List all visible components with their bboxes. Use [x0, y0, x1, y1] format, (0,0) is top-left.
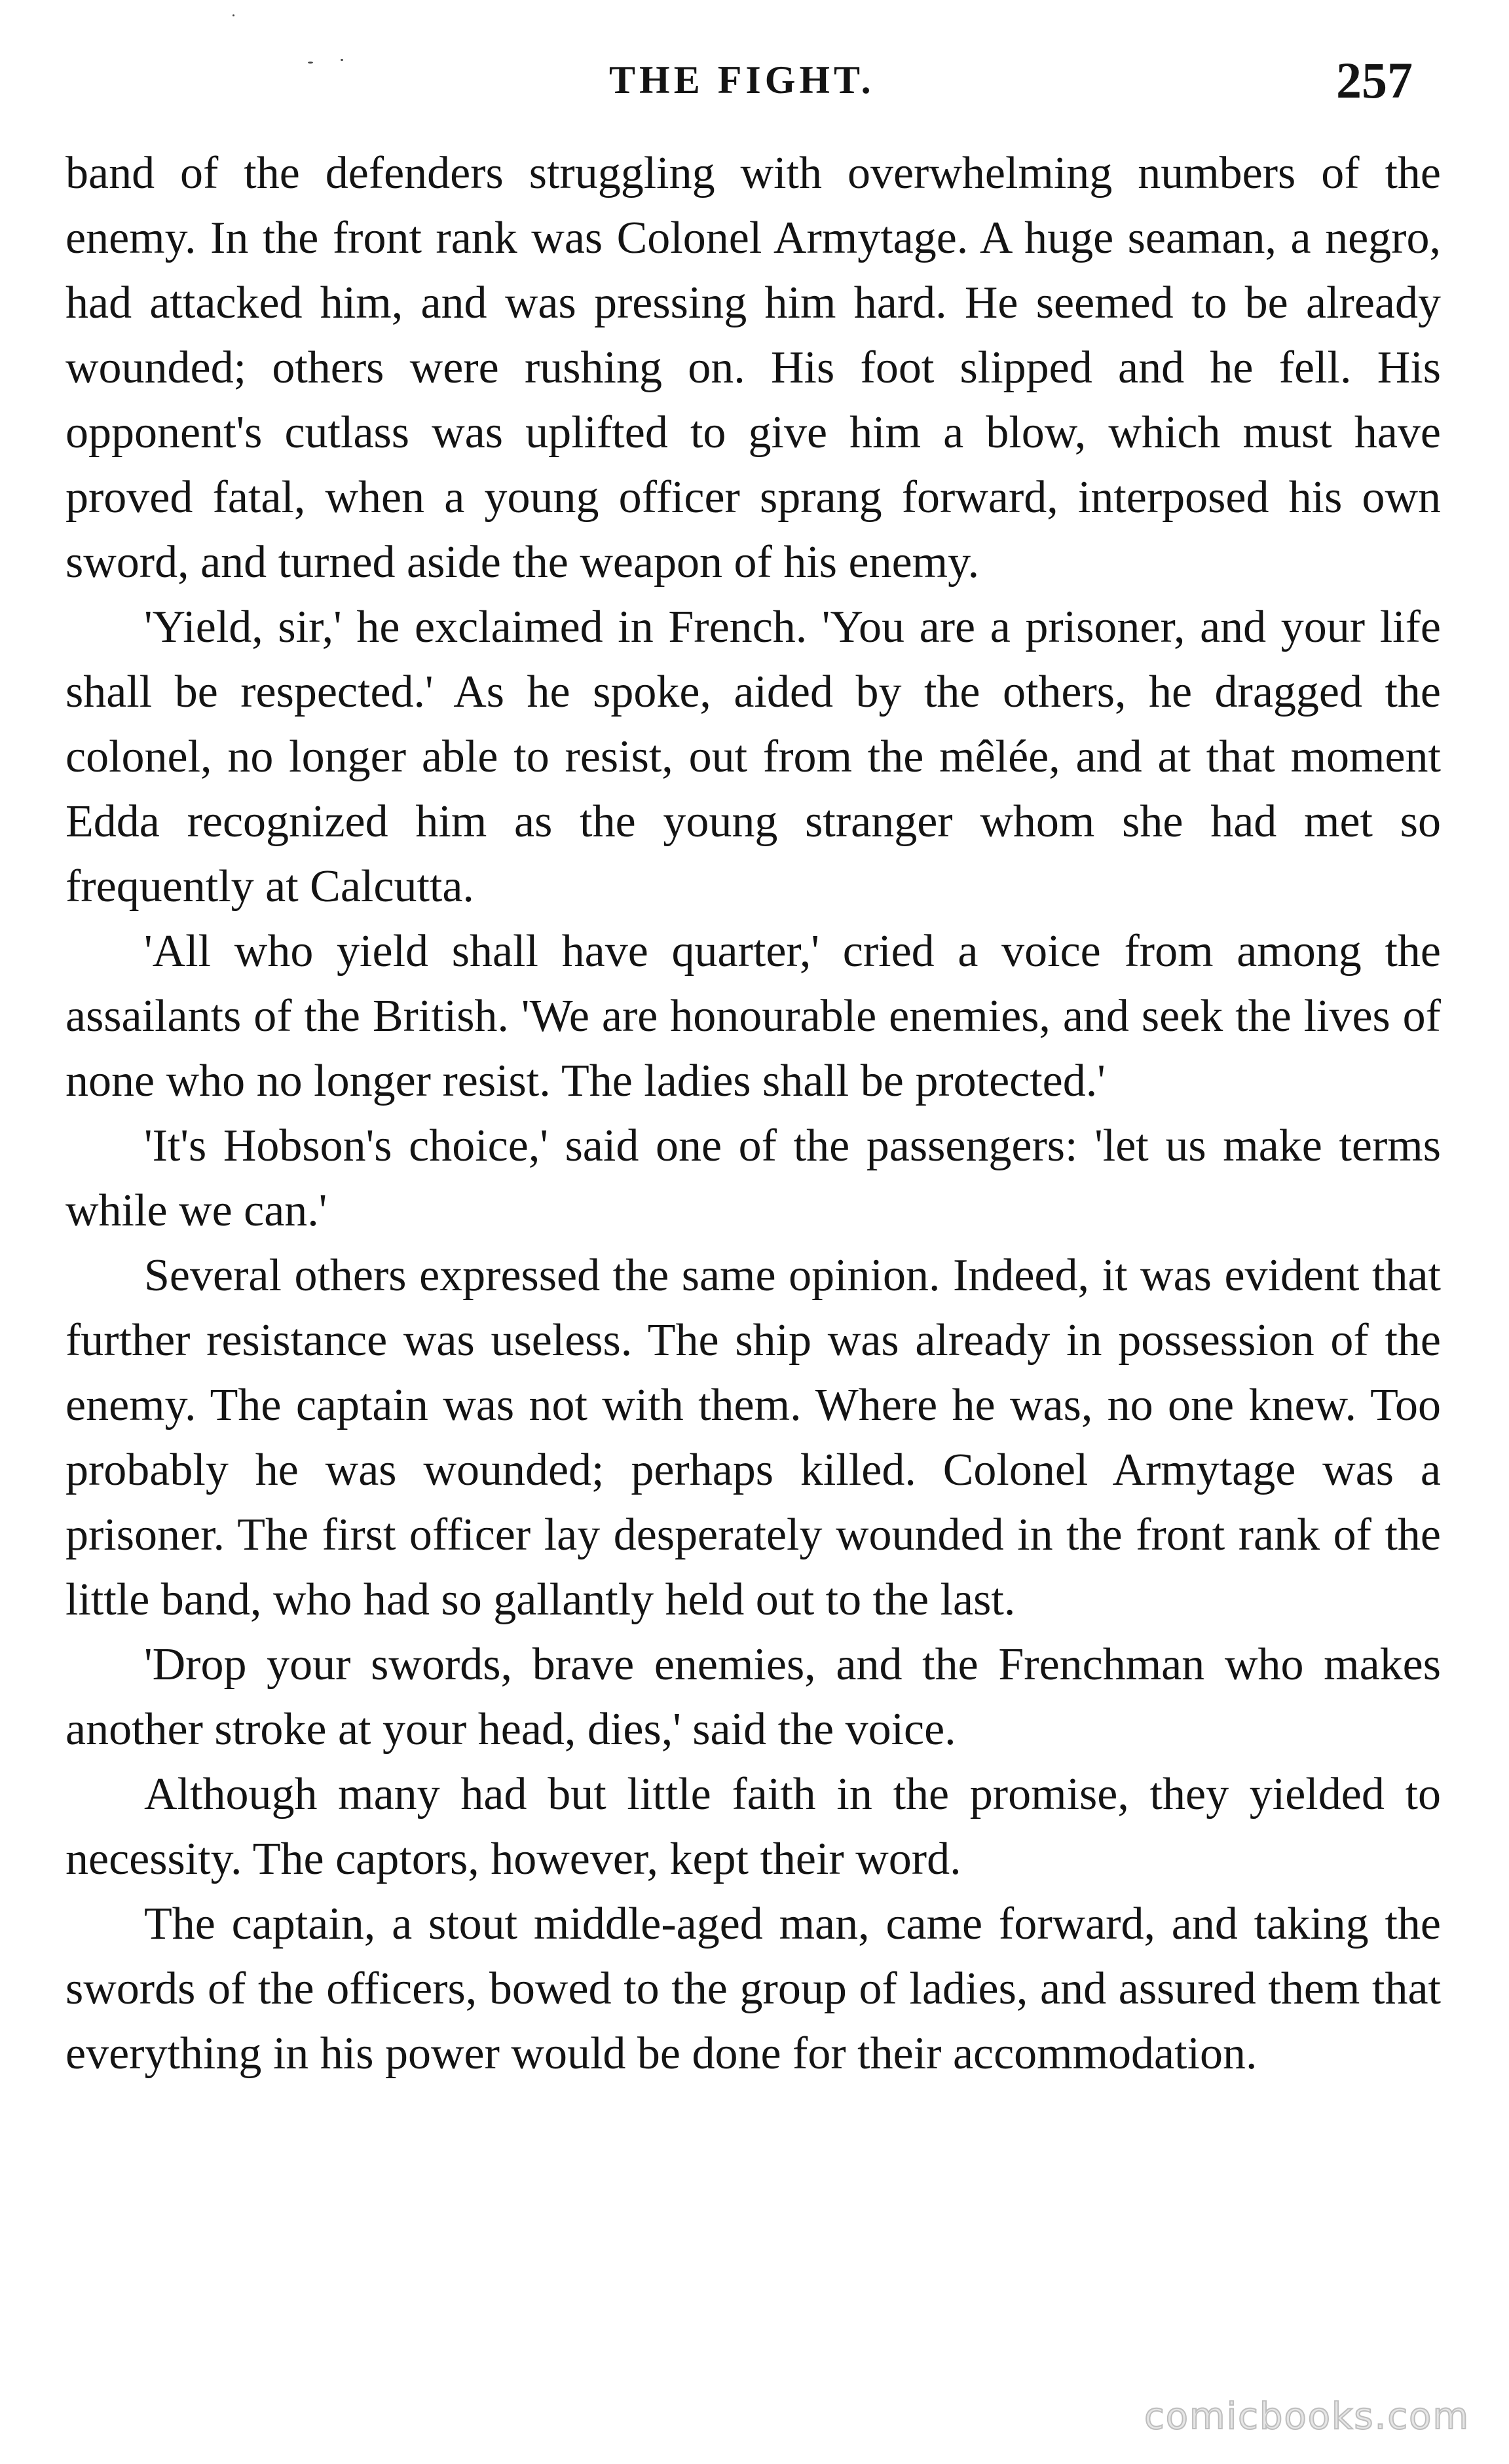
page-number: 257 [1336, 52, 1413, 109]
watermark: comicbooks.com [1144, 2395, 1470, 2438]
paragraph: Several others expressed the same opinion. Indeed, it was evident that further resistance was useless. The ship was already in possession of the enemy. The captain was not with them. Where he was, no one knew. Too probably he was wounded; perhaps killed. Colonel Armytage was a prisoner. The first officer lay desperately wounded in the front rank of the little band, who had so gallantly held out to the last. [65, 1250, 1441, 1625]
paragraph: 'It's Hobson's choice,' said one of the passengers: 'let us make terms while we can.' [65, 1121, 1441, 1236]
paragraph: The captain, a stout middle-aged man, came forward, and taking the swords of the officers, bowed to the group of ladies, and assured them that everything in his power would be done for their accommodation. [65, 1899, 1441, 2079]
paragraph: 'Drop your swords, brave enemies, and the Frenchman who makes another stroke at your head, dies,' said the voice. [65, 1639, 1441, 1755]
running-title: THE FIGHT. [609, 58, 875, 102]
paragraph: band of the defenders struggling with overwhelming numbers of the enemy. In the front rank was Colonel Armytage. A huge seaman, a negro, had attacked him, and was pressing him hard. He seemed to be already wounded; others were rushing on. His foot slipped and he fell. His opponent's cutlass was uplifted to give him a blow, which must have proved fatal, when a young officer sprang forward, interposed his own sword, and turned aside the weapon of his enemy. [65, 148, 1441, 588]
paragraph: 'All who yield shall have quarter,' cried a voice from among the assailants of the British. 'We are honourable enemies, and seek the lives of none who no longer resist. The ladies shall be protected.' [65, 926, 1441, 1106]
running-header [0, 51, 1509, 123]
ink-speck [233, 14, 234, 16]
paragraph: Although many had but little faith in the promise, they yielded to necessity. The captors, however, kept their word. [65, 1769, 1441, 1884]
body-text [65, 141, 1441, 2086]
paragraph: 'Yield, sir,' he exclaimed in French. 'You are a prisoner, and your life shall be respected.' As he spoke, aided by the others, he dragged the colonel, no longer able to resist, out from the mêlée, and at that moment Edda recognized him as the young stranger whom she had met so frequently at Calcutta. [65, 602, 1441, 912]
